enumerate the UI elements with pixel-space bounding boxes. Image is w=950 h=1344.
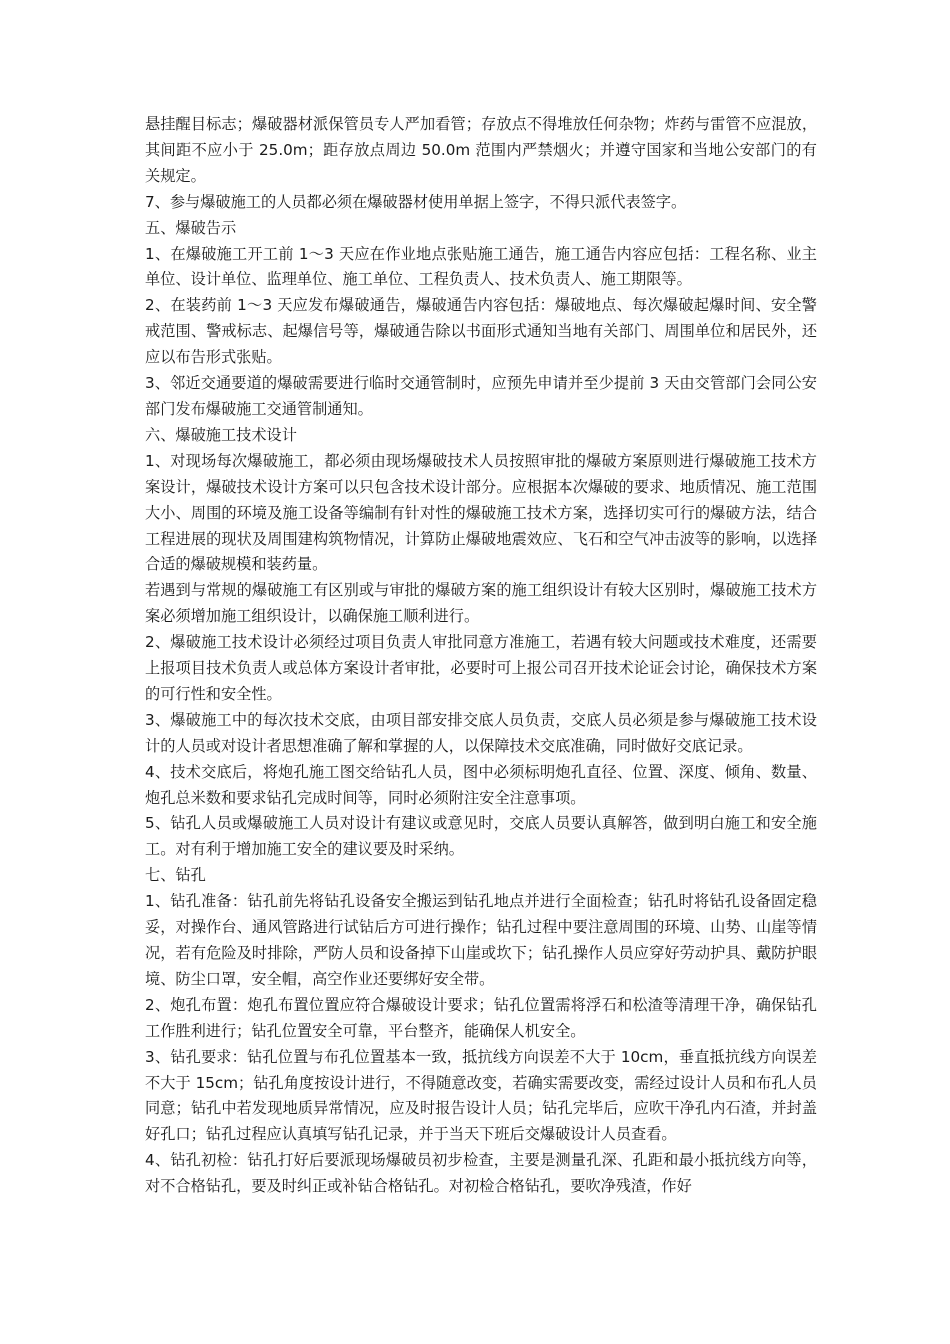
section-heading-7: 七、钻孔	[145, 866, 206, 885]
paragraph-storage-rules: 悬挂醒目标志；爆破器材派保管员专人严加看管；存放点不得堆放任何杂物；炸药与雷管不应混放，其间距不应小于 25.0m；距存放点周边 50.0m 范围内严禁烟火；并遵守国家和当地公安部门的有关规定。	[145, 115, 817, 185]
section-heading-6: 六、爆破施工技术设计	[145, 425, 297, 444]
paragraph-5-3: 3、邻近交通要道的爆破需要进行临时交通管制时，应预先申请并至少提前 3 天由交管部门会同公安部门发布爆破施工交通管制通知。	[145, 374, 817, 418]
paragraph-7-2: 2、炮孔布置：炮孔布置位置应符合爆破设计要求；钻孔位置需将浮石和松渣等清理干净，确保钻孔工作胜利进行；钻孔位置安全可靠，平台整齐，能确保人机安全。	[145, 995, 817, 1040]
paragraph-6-5: 5、钻孔人员或爆破施工人员对设计有建议或意见时，交底人员要认真解答，做到明白施工和安全施工。对有利于增加施工安全的建议要及时采纳。	[145, 814, 817, 859]
paragraph-6-3: 3、爆破施工中的每次技术交底，由项目部安排交底人员负责，交底人员必须是参与爆破施工技术设计的人员或对设计者思想准确了解和掌握的人，以保障技术交底准确，同时做好交底记录。	[145, 710, 817, 755]
paragraph-7-1: 1、钻孔准备：钻孔前先将钻孔设备安全搬运到钻孔地点并进行全面检查；钻孔时将钻孔设备固定稳妥，对操作台、通风管路进行试钻后方可进行操作；钻孔过程中要注意周围的环境、山势、山崖等情况，若有危险及时排除，严防人员和设备掉下山崖或坎下；钻孔操作人员应穿好劳动护具、戴防护眼境、防尘口罩，安全帽，高空作业还要绑好安全带。	[145, 892, 817, 988]
paragraph-6-2: 2、爆破施工技术设计必须经过项目负责人审批同意方准施工，若遇有较大问题或技术难度，还需要上报项目技术负责人或总体方案设计者审批，必要时可上报公司召开技术论证会讨论，确保技术方案的可行性和安全性。	[145, 633, 817, 703]
paragraph-6-1-note: 若遇到与常规的爆破施工有区别或与审批的爆破方案的施工组织设计有较大区别时，爆破施工技术方案必须增加施工组织设计，以确保施工顺利进行。	[145, 581, 817, 626]
paragraph-5-2: 2、在装药前 1～3 天应发布爆破通告，爆破通告内容包括：爆破地点、每次爆破起爆时间、安全警戒范围、警戒标志、起爆信号等，爆破通告除以书面形式通知当地有关部门、周围单位和居民外，还应以布告形式张贴。	[145, 296, 817, 367]
paragraph-6-4: 4、技术交底后，将炮孔施工图交给钻孔人员，图中必须标明炮孔直径、位置、深度、倾角、数量、炮孔总米数和要求钻孔完成时间等，同时必须附注安全注意事项。	[145, 762, 817, 807]
paragraph-7-signature: 7、参与爆破施工的人员都必须在爆破器材使用单据上签字，不得只派代表签字。	[145, 192, 687, 211]
section-heading-5: 五、爆破告示	[145, 218, 237, 237]
paragraph-6-1: 1、对现场每次爆破施工，都必须由现场爆破技术人员按照审批的爆破方案原则进行爆破施工技术方案设计，爆破技术设计方案可以只包含技术设计部分。应根据本次爆破的要求、地质情况、施工范围大小、周围的环境及施工设备等编制有针对性的爆破施工技术方案，选择切实可行的爆破方法，结合工程进展的现状及周围建构筑物情况，计算防止爆破地震效应、飞石和空气冲击波等的影响，以选择合适的爆破规模和装药量。	[145, 451, 817, 574]
paragraph-5-1: 1、在爆破施工开工前 1～3 天应在作业地点张贴施工通告，施工通告内容应包括：工程名称、业主单位、设计单位、监理单位、施工单位、工程负责人、技术负责人、施工期限等。	[145, 244, 817, 289]
paragraph-7-3: 3、钻孔要求：钻孔位置与布孔位置基本一致，抵抗线方向误差不大于 10cm，垂直抵抗线方向误差不大于 15cm；钻孔角度按设计进行，不得随意改变，若确实需要改变，需经过设计人员和布孔人员同意；钻孔中若发现地质异常情况，应及时报告设计人员；钻孔完毕后，应吹干净孔内石渣，并封盖好孔口；钻孔过程应认真填写钻孔记录，并于当天下班后交爆破设计人员查看。	[145, 1047, 817, 1144]
paragraph-7-4: 4、钻孔初检：钻孔打好后要派现场爆破员初步检查，主要是测量孔深、孔距和最小抵抗线方向等，对不合格钻孔，要及时纠正或补钻合格钻孔。对初检合格钻孔，要吹净残渣，作好	[145, 1151, 817, 1196]
document-body	[145, 112, 817, 1200]
